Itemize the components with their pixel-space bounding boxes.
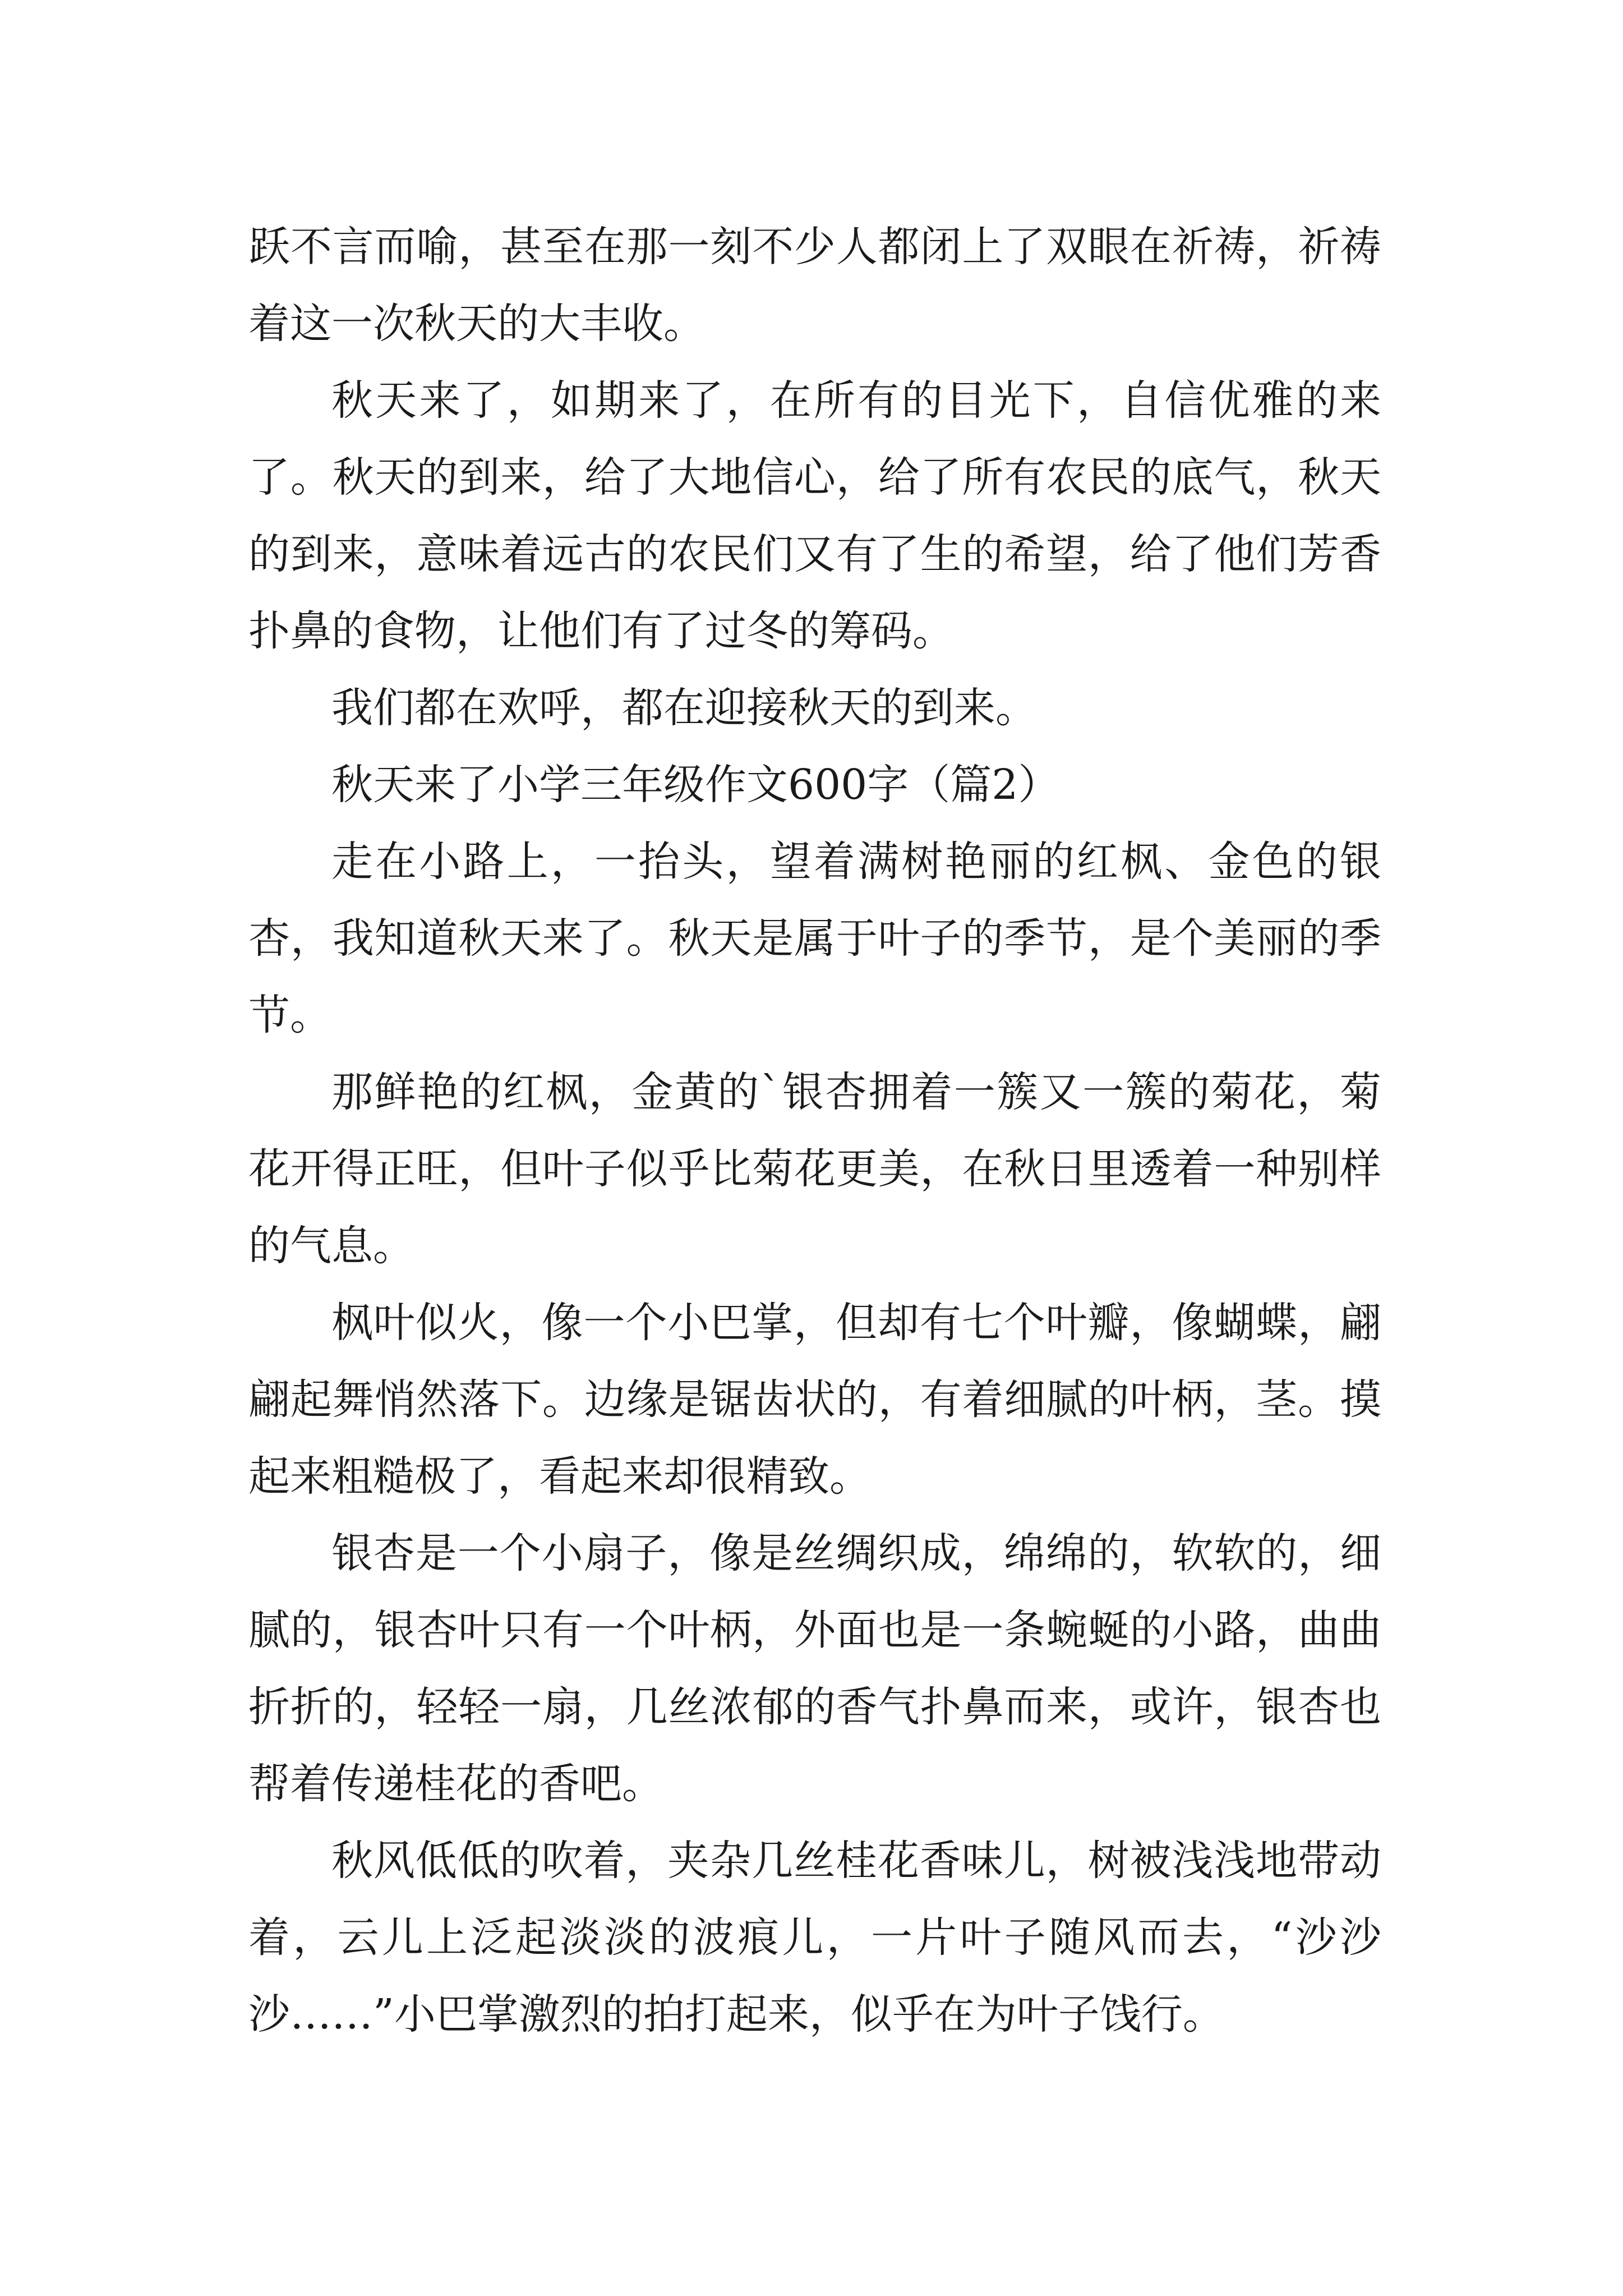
document-body: [248, 209, 1381, 2053]
paragraph-4: 走在小路上，一抬头，望着满树艳丽的红枫、金色的银杏，我知道秋天来了。秋天是属于叶子的季节，是个美丽的季节。: [248, 838, 1381, 1039]
paragraph-3: 我们都在欢呼，都在迎接秋天的到来。: [331, 684, 1037, 732]
paragraph-7: 银杏是一个小扇子，像是丝绸织成，绵绵的，软软的，细腻的，银杏叶只有一个叶柄，外面也是一条蜿蜒的小路，曲曲折折的，轻轻一扇，几丝浓郁的香气扑鼻而来，或许，银杏也帮着传递桂花的香吧。: [248, 1529, 1381, 1808]
paragraph-8: 秋风低低的吹着，夹杂几丝桂花香味儿，树被浅浅地带动着，云儿上泛起淡淡的波痕儿，一片叶子随风而去，“沙沙沙……”小巴掌激烈的拍打起来，似乎在为叶子饯行。: [248, 1837, 1381, 2039]
paragraph-1: 跃不言而喻，甚至在那一刻不少人都闭上了双眼在祈祷，祈祷着这一次秋天的大丰收。: [248, 223, 1381, 348]
paragraph-5: 那鲜艳的红枫，金黄的`银杏拥着一簇又一簇的菊花，菊花开得正旺，但叶子似乎比菊花更美，在秋日里透着一种别样的气息。: [248, 1068, 1381, 1270]
section-heading: 秋天来了小学三年级作文600字（篇2）: [331, 761, 1060, 809]
paragraph-6: 枫叶似火，像一个小巴掌，但却有七个叶瓣，像蝴蝶，翩翩起舞悄然落下。边缘是锯齿状的，有着细腻的叶柄，茎。摸起来粗糙极了，看起来却很精致。: [248, 1299, 1381, 1501]
paragraph-2: 秋天来了，如期来了，在所有的目光下，自信优雅的来了。秋天的到来，给了大地信心，给了所有农民的底气，秋天的到来，意味着远古的农民们又有了生的希望，给了他们芳香扑鼻的食物，让他们有了过冬的筹码。: [248, 376, 1381, 655]
